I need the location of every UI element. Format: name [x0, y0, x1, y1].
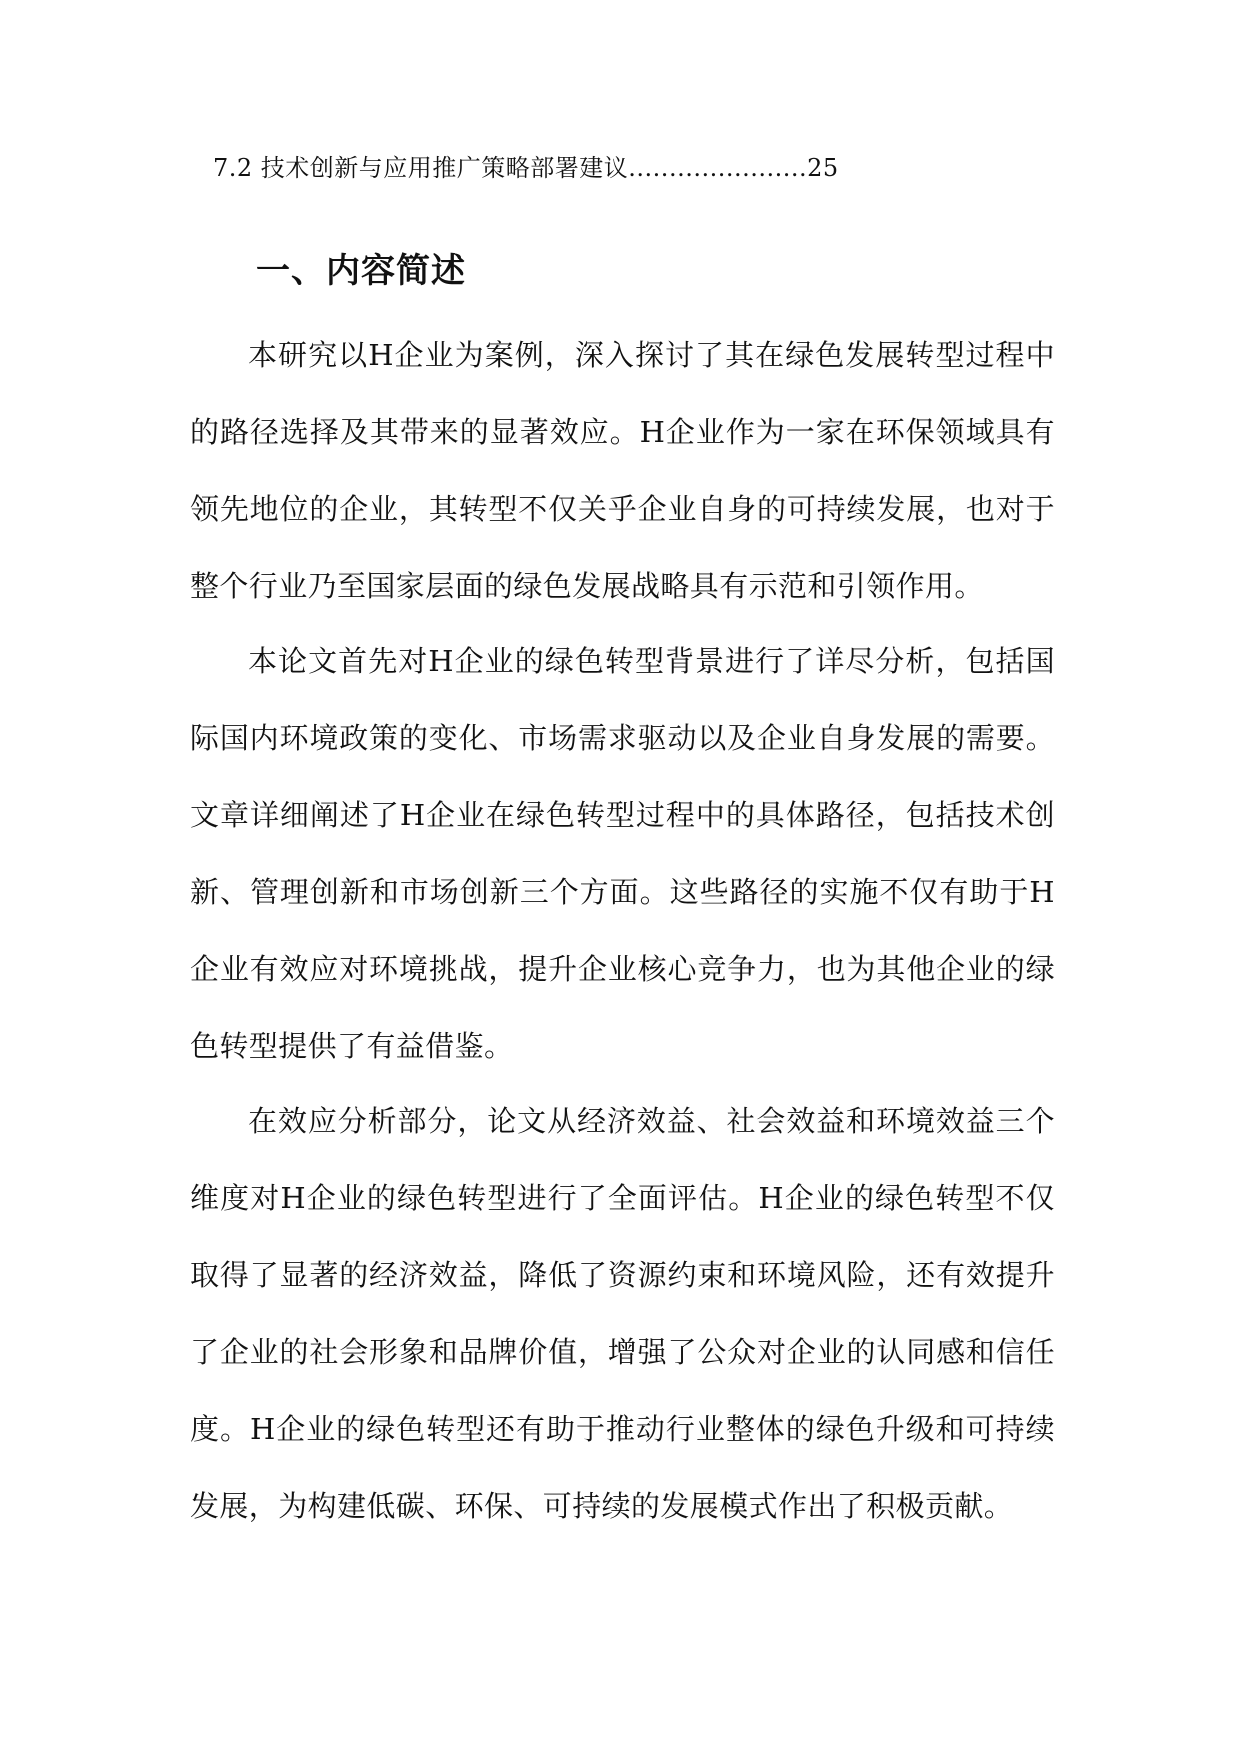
paragraph-block [190, 623, 1055, 1085]
section-heading: 一、内容简述 [256, 251, 466, 291]
body-paragraph: 在效应分析部分，论文从经济效益、社会效益和环境效益三个维度对H企业的绿色转型进行了全面评估。H企业的绿色转型不仅取得了显著的经济效益，降低了资源约束和环境风险，还有效提升了企业的社会形象和品牌价值，增强了公众对企业的认同感和信任度。H企业的绿色转型还有助于推动行业整体的绿色升级和可持续发展，为构建低碳、环保、可持续的发展模式作出了积极贡献。 [190, 1104, 1055, 1523]
paragraph-block [190, 1083, 1055, 1545]
body-paragraph: 本论文首先对H企业的绿色转型背景进行了详尽分析，包括国际国内环境政策的变化、市场需求驱动以及企业自身发展的需要。文章详细阐述了H企业在绿色转型过程中的具体路径，包括技术创新、管理创新和市场创新三个方面。这些路径的实施不仅有助于H企业有效应对环境挑战，提升企业核心竞争力，也为其他企业的绿色转型提供了有益借鉴。 [190, 644, 1055, 1063]
body-paragraph: 本研究以H企业为案例，深入探讨了其在绿色发展转型过程中的路径选择及其带来的显著效应。H企业作为一家在环保领域具有领先地位的企业，其转型不仅关乎企业自身的可持续发展，也对于整个行业乃至国家层面的绿色发展战略具有示范和引领作用。 [190, 338, 1055, 603]
toc-entry: 7.2 技术创新与应用推广策略部署建议......................25 [213, 154, 839, 182]
paragraph-block [190, 317, 1055, 625]
